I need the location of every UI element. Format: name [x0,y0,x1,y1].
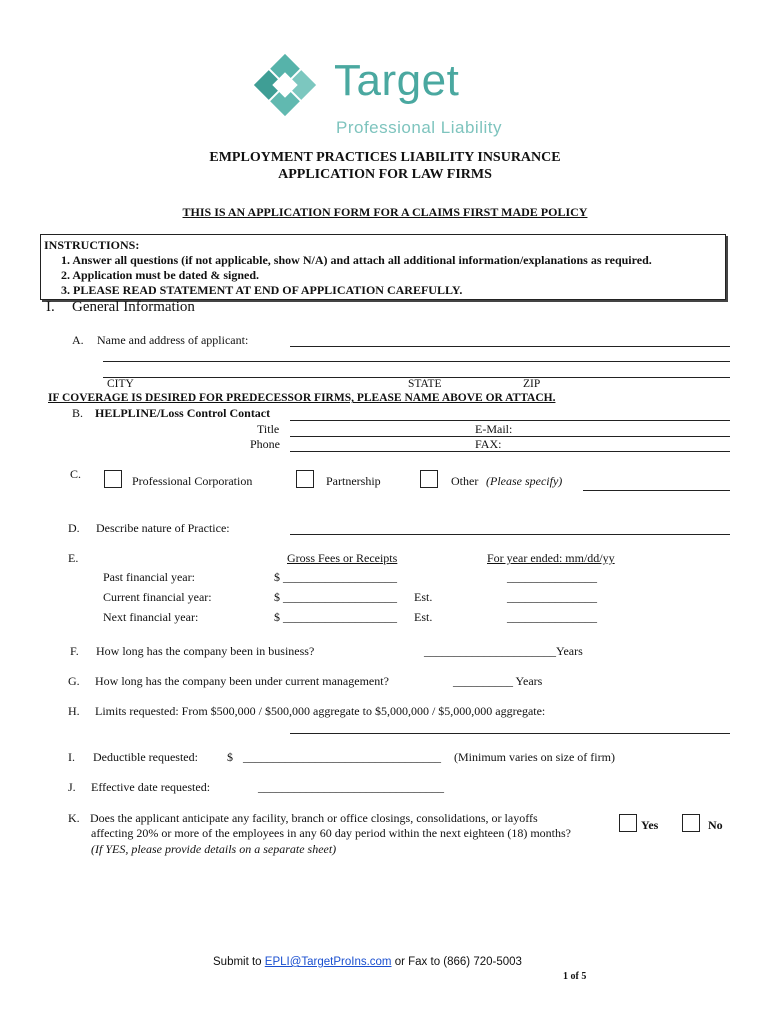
business-years-field[interactable]: ______________________Years [424,644,583,658]
no-label: No [708,818,723,832]
question-h-label: Limits requested: From $500,000 / $500,000 aggregate to $5,000,000 / $5,000,000 aggregate: [95,704,546,718]
past-year-label: Past financial year: [103,570,195,584]
question-k-line2: affecting 20% or more of the employees in any 60 day period within the next eighteen (18) months? [91,826,571,840]
contact-phone-field[interactable] [290,451,730,452]
other-note: (Please specify) [486,474,563,488]
form-title-line2: APPLICATION FOR LAW FIRMS [278,167,492,182]
other-checkbox[interactable] [420,470,438,488]
gross-fees-header: Gross Fees or Receipts [287,551,398,565]
question-e-letter: E. [68,551,79,565]
management-years-field[interactable]: __________ Years [453,674,543,688]
question-k-line3: (If YES, please provide details on a separate sheet) [91,842,337,856]
instruction-item-2: 2. Application must be dated & signed. [61,268,260,282]
question-g-label: How long has the company been under current management? [95,674,389,688]
current-year-est: Est. [414,590,433,604]
question-d-label: Describe nature of Practice: [96,521,230,535]
contact-fax-label: FAX: [475,437,502,451]
yes-label: Yes [641,818,659,832]
submit-suffix: or Fax to (866) 720-5003 [391,956,522,968]
deductible-note: (Minimum varies on size of firm) [454,750,615,764]
question-a-letter: A. [72,333,84,347]
submit-email-link[interactable]: EPLI@TargetProIns.com [264,956,392,968]
deductible-dollar: $ [227,750,233,764]
deductible-field[interactable]: _________________________________ [243,750,441,764]
next-year-amount[interactable]: $ ___________________ [274,610,397,624]
question-j-letter: J. [68,780,76,794]
company-logo [248,48,538,143]
question-g-letter: G. [68,674,80,688]
question-i-label: Deductible requested: [93,750,198,764]
question-k-letter: K. [68,811,80,825]
question-b-label: HELPLINE/Loss Control Contact [95,406,271,420]
other-label: Other [451,474,479,488]
past-year-amount[interactable]: $ ___________________ [274,570,397,584]
logo-name: Target [334,56,460,105]
form-title-line1: EMPLOYMENT PRACTICES LIABILITY INSURANCE [209,150,561,165]
question-h-letter: H. [68,704,80,718]
limits-requested-field[interactable] [290,733,730,734]
no-checkbox[interactable] [682,814,700,832]
section-numeral: I. [46,299,55,315]
current-year-date[interactable]: _______________ [507,590,597,604]
instruction-item-3: 3. PLEASE READ STATEMENT AT END OF APPLICATION CAREFULLY. [61,283,463,297]
submit-line [213,956,522,968]
practice-nature-field[interactable] [290,534,730,535]
question-d-letter: D. [68,521,80,535]
logo-tagline: Professional Liability [336,118,502,137]
logo-diamond-icon [250,50,320,120]
next-year-date[interactable]: _______________ [507,610,597,624]
partnership-checkbox[interactable] [296,470,314,488]
current-year-amount[interactable]: $ ___________________ [274,590,397,604]
question-c-letter: C. [70,467,82,481]
instructions-heading: INSTRUCTIONS: [44,238,140,252]
current-year-label: Current financial year: [103,590,212,604]
contact-email-label: E-Mail: [475,422,513,436]
predecessor-note: IF COVERAGE IS DESIRED FOR PREDECESSOR FIRMS, PLEASE NAME ABOVE OR ATTACH. [48,392,556,404]
question-f-letter: F. [70,644,79,658]
form-subtitle: THIS IS AN APPLICATION FORM FOR A CLAIMS FIRST MADE POLICY [182,205,588,219]
question-b-letter: B. [72,406,84,420]
past-year-date[interactable]: _______________ [507,570,597,584]
question-f-label: How long has the company been in business? [96,644,315,658]
applicant-address-field[interactable] [103,361,730,362]
professional-corporation-checkbox[interactable] [104,470,122,488]
city-label: CITY [107,378,134,390]
zip-label: ZIP [523,378,541,390]
question-i-letter: I. [68,750,75,764]
professional-corporation-label: Professional Corporation [132,474,253,488]
other-specify-field[interactable] [583,490,730,491]
contact-phone-label: Phone [250,437,280,451]
question-a-label: Name and address of applicant: [97,333,249,347]
applicant-name-field[interactable] [290,346,730,347]
partnership-label: Partnership [326,474,381,488]
contact-name-field[interactable] [290,420,730,421]
page-number: 1 of 5 [563,971,587,982]
submit-prefix: Submit to [213,956,265,968]
instructions-box [40,234,726,300]
next-year-est: Est. [414,610,433,624]
year-ended-header: For year ended: mm/dd/yy [487,551,615,565]
state-label: STATE [408,378,442,390]
next-year-label: Next financial year: [103,610,199,624]
yes-checkbox[interactable] [619,814,637,832]
instruction-item-1: 1. Answer all questions (if not applicable, show N/A) and attach all additional information/explanations as required. [61,253,652,267]
section-title: General Information [72,299,195,315]
contact-title-label: Title [257,422,280,436]
question-k-line1: Does the applicant anticipate any facility, branch or office closings, consolidations, or layoffs [90,811,538,825]
question-j-label: Effective date requested: [91,780,211,794]
effective-date-field[interactable]: _______________________________ [258,780,444,794]
